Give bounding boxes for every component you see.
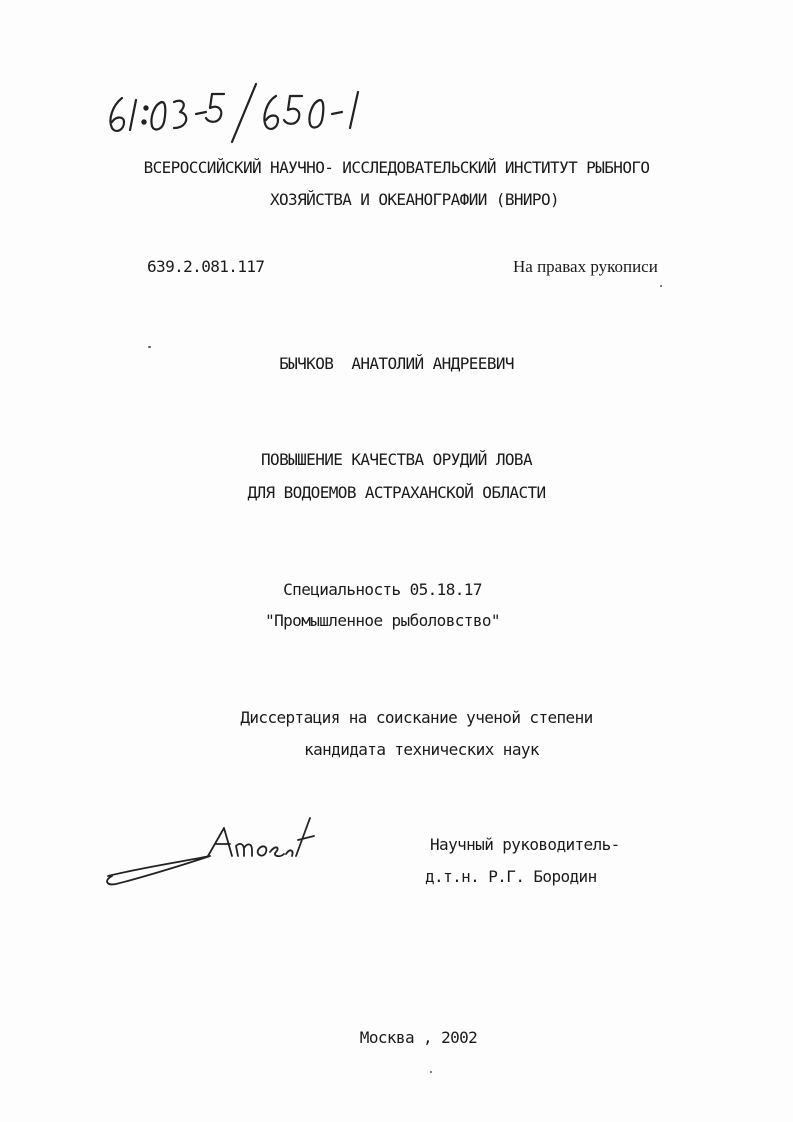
specialty-line-1: Специальность 05.18.17 bbox=[283, 580, 482, 599]
signature-image bbox=[100, 810, 320, 900]
city-year: Москва , 2002 bbox=[359, 1028, 478, 1047]
degree-line-2: кандидата технических наук bbox=[304, 740, 539, 759]
supervisor-label: Научный руководитель- bbox=[430, 835, 620, 854]
supervisor-name: д.т.н. Р.Г. Бородин bbox=[425, 867, 597, 886]
scan-speck bbox=[430, 1071, 432, 1073]
scan-speck bbox=[148, 346, 151, 348]
title-line-2: ДЛЯ ВОДОЕМОВ АСТРАХАНСКОЙ ОБЛАСТИ bbox=[247, 483, 546, 502]
degree-line-1: Диссертация на соискание ученой степени bbox=[240, 708, 593, 727]
author-name: БЫЧКОВ АНАТОЛИЙ АНДРЕЕВИЧ bbox=[279, 354, 514, 373]
scan-speck bbox=[660, 285, 662, 287]
institute-line-2: ХОЗЯЙСТВА И ОКЕАНОГРАФИИ (ВНИРО) bbox=[269, 190, 560, 209]
institute-line-1: ВСЕРОССИЙСКИЙ НАУЧНО- ИССЛЕДОВАТЕЛЬСКИЙ ИНСТИТУТ РЫБНОГО bbox=[143, 158, 650, 177]
udc-code: 639.2.081.117 bbox=[147, 257, 265, 276]
specialty-line-2: "Промышленное рыболовство" bbox=[265, 611, 500, 630]
rights-note: На правах рукописи bbox=[513, 257, 658, 276]
archive-mark-handwritten bbox=[100, 78, 390, 148]
title-line-1: ПОВЫШЕНИЕ КАЧЕСТВА ОРУДИЙ ЛОВА bbox=[261, 450, 532, 469]
